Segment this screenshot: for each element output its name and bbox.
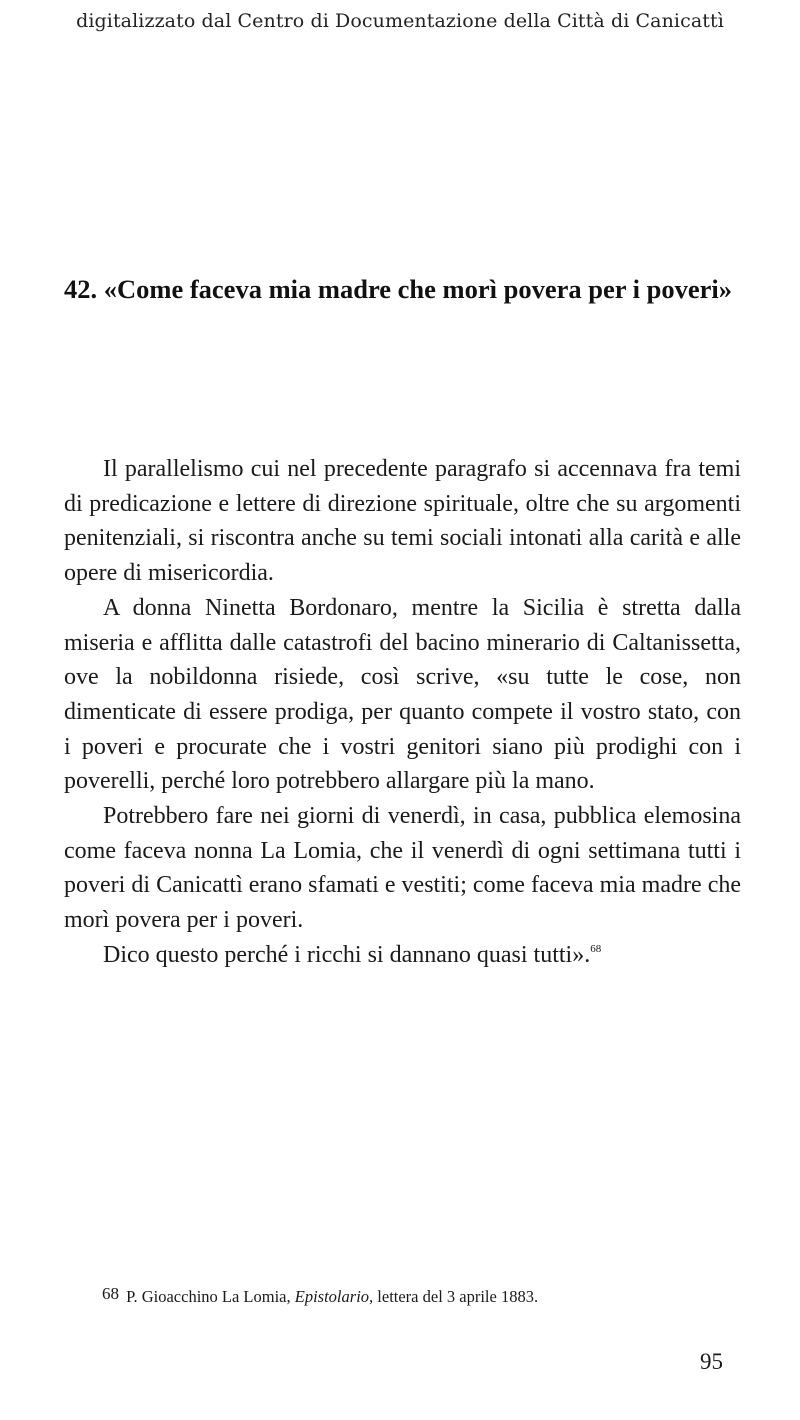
- paragraph: Potrebbero fare nei giorni di venerdì, in casa, pubblica elemosina come faceva nonna La Lomia, che il venerdì di ogni settimana tutti i poveri di Canicattì erano sfamati e vestiti; come faceva mia madre che morì povera per i poveri.: [64, 803, 741, 934]
- paragraph-text: Dico questo perché i ricchi si dannano quasi tutti».: [103, 941, 591, 968]
- footnote-author: P. Gioacchino La Lomia,: [126, 1287, 291, 1306]
- section-heading: 42. «Come faceva mia madre che morì povera per i poveri»: [64, 274, 732, 304]
- paragraph: Il parallelismo cui nel precedente paragrafo si accennava fra temi di predicazione e lettere di direzione spirituale, oltre che su argomenti penitenziali, si riscontra anche su temi sociali intonati alla carità e alle opere di misericordia.: [64, 456, 741, 587]
- paragraph: A donna Ninetta Bordonaro, mentre la Sicilia è stretta dalla miseria e afflitta dalle catastrofi del bacino minerario di Caltanissetta, ove la nobildonna risiede, così scrive, «su tutte le cose, non dimenticate di essere prodiga, per quanto compete il vostro stato, con i poveri e procurate che i vostri genitori siano più prodighi con i poverelli, perché loro potrebbero allargare più la mano.: [64, 594, 741, 795]
- paragraph-last: [64, 938, 741, 973]
- page-number: 95: [700, 1349, 723, 1374]
- footnote: [102, 1284, 752, 1307]
- footnote-reference: 68: [590, 942, 602, 955]
- footnote-number: 68: [102, 1284, 119, 1303]
- footnote-work: Epistolario,: [294, 1287, 374, 1306]
- digitization-watermark: digitalizzato dal Centro di Documentazione della Città di Canicattì: [76, 10, 724, 32]
- body-text: [64, 452, 741, 973]
- footnote-detail: lettera del 3 aprile 1883.: [377, 1287, 539, 1306]
